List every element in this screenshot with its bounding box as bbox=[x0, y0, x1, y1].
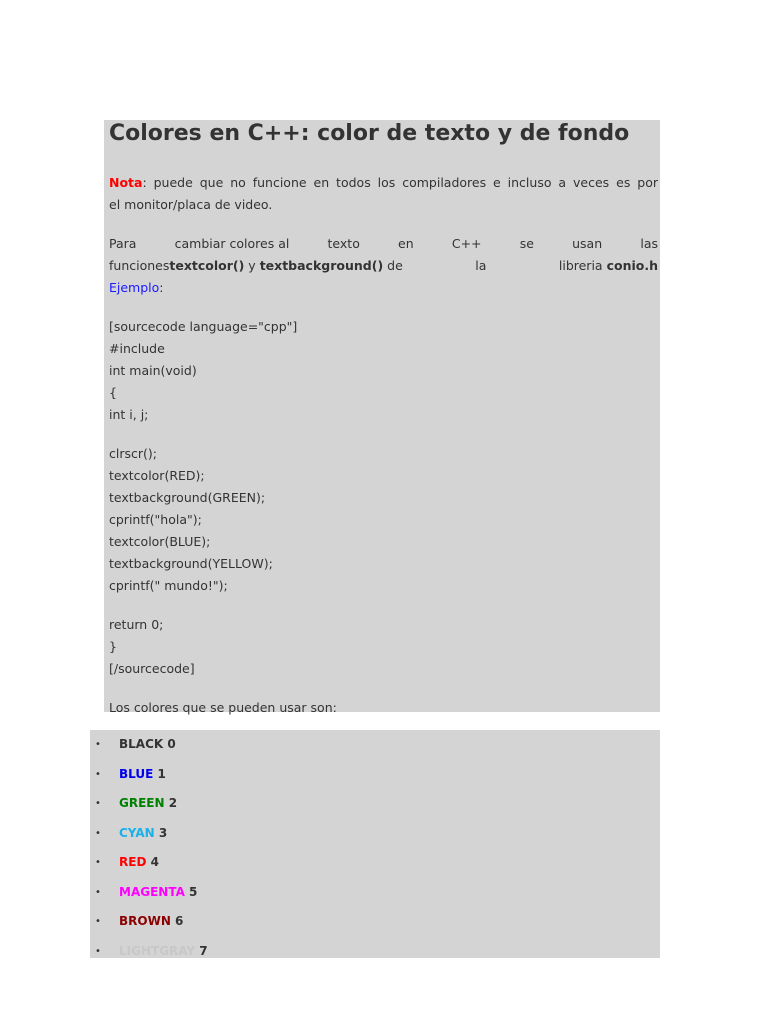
spacer bbox=[109, 680, 658, 697]
intro-join: y bbox=[244, 258, 260, 273]
bullet-icon: • bbox=[95, 886, 101, 898]
intro-word: texto bbox=[327, 236, 360, 251]
example-colon: : bbox=[159, 280, 164, 295]
intro-line-1 bbox=[109, 233, 658, 255]
code-block-3 bbox=[109, 614, 658, 680]
color-item-cyan bbox=[90, 819, 660, 849]
color-number: 7 bbox=[195, 943, 208, 958]
intro-word: cambiar colores al bbox=[174, 236, 290, 251]
color-name: BROWN bbox=[119, 914, 171, 928]
code-line: textbackground(GREEN); bbox=[109, 490, 266, 505]
intro-word: C++ bbox=[451, 236, 482, 251]
code-line: int i, j; bbox=[109, 407, 149, 422]
func-textbackground: textbackground() bbox=[259, 258, 384, 273]
intro-word: usan bbox=[572, 236, 603, 251]
colors-intro: Los colores que se pueden usar son: bbox=[109, 700, 337, 715]
intro-library bbox=[559, 255, 658, 277]
article-panel bbox=[104, 120, 660, 715]
code-line: return 0; bbox=[109, 617, 164, 632]
color-item-black bbox=[90, 730, 660, 760]
code-line: cprintf("hola"); bbox=[109, 512, 202, 527]
intro-line-2 bbox=[109, 255, 658, 277]
bullet-icon: • bbox=[95, 798, 101, 809]
color-name: BLUE bbox=[119, 766, 154, 781]
bullet-icon: • bbox=[95, 739, 101, 750]
color-item-lightgray bbox=[90, 937, 660, 959]
color-name: BLACK bbox=[119, 737, 164, 751]
bullet-icon: • bbox=[95, 827, 101, 839]
spacer bbox=[109, 299, 658, 316]
spacer bbox=[109, 426, 658, 443]
color-number: 0 bbox=[163, 737, 176, 751]
intro-word-libreria: libreria bbox=[558, 258, 603, 273]
spacer bbox=[109, 597, 658, 614]
intro-word: Para bbox=[109, 236, 137, 251]
color-name: MAGENTA bbox=[119, 884, 185, 899]
intro-word-de: de bbox=[387, 258, 403, 273]
color-item-brown bbox=[90, 907, 660, 937]
intro-prefix: funciones bbox=[109, 258, 170, 273]
color-item-red bbox=[90, 848, 660, 878]
example-link[interactable]: Ejemplo bbox=[109, 280, 160, 295]
color-item-blue bbox=[90, 760, 660, 790]
code-line: textcolor(BLUE); bbox=[109, 534, 211, 549]
intro-functions bbox=[109, 255, 403, 277]
color-item-green bbox=[90, 789, 660, 819]
bullet-icon: • bbox=[95, 768, 101, 780]
bullet-icon: • bbox=[95, 916, 101, 927]
color-number: 3 bbox=[154, 825, 168, 840]
color-name: CYAN bbox=[119, 825, 155, 840]
color-name: GREEN bbox=[119, 796, 165, 810]
code-line: } bbox=[109, 639, 117, 654]
color-number: 6 bbox=[170, 914, 184, 928]
color-number: 2 bbox=[164, 796, 178, 810]
bullet-icon: • bbox=[95, 857, 101, 868]
color-name: RED bbox=[119, 855, 147, 869]
code-line: clrscr(); bbox=[109, 446, 157, 461]
intro-word: se bbox=[519, 236, 534, 251]
color-name: LIGHTGRAY bbox=[119, 943, 196, 958]
spacer bbox=[109, 216, 658, 233]
intro-word: las bbox=[640, 236, 658, 251]
color-number: 1 bbox=[153, 766, 166, 781]
code-block-2 bbox=[109, 443, 658, 597]
color-list bbox=[90, 730, 660, 958]
intro-word: en bbox=[398, 236, 414, 251]
note-line-1 bbox=[109, 172, 658, 194]
spacer bbox=[109, 148, 658, 172]
color-number: 5 bbox=[184, 884, 198, 899]
code-line: cprintf(" mundo!"); bbox=[109, 578, 228, 593]
color-number: 4 bbox=[146, 855, 159, 869]
color-item-magenta bbox=[90, 878, 660, 908]
article-title bbox=[109, 120, 658, 148]
article-title-text: Colores en C++: color de texto y de fondo bbox=[109, 121, 630, 146]
bullet-icon: • bbox=[95, 945, 101, 957]
code-line: textbackground(YELLOW); bbox=[109, 556, 273, 571]
lib-conio: conio.h bbox=[606, 258, 658, 273]
code-line: [sourcecode language="cpp"] bbox=[109, 319, 298, 334]
code-line: int main(void) bbox=[109, 363, 197, 378]
intro-word-la: la bbox=[475, 258, 487, 273]
func-textcolor: textcolor() bbox=[169, 258, 245, 273]
note-text: : puede que no funcione en todos los compiladores e incluso a veces es por bbox=[142, 175, 658, 190]
code-block-1 bbox=[109, 316, 658, 426]
code-line: #include bbox=[109, 341, 165, 356]
code-line: { bbox=[109, 385, 117, 400]
example-line bbox=[109, 277, 658, 299]
code-line: [/sourcecode] bbox=[109, 661, 195, 676]
note-label: Nota bbox=[109, 175, 143, 190]
note-line-2: el monitor/placa de video. bbox=[109, 197, 273, 212]
code-line: textcolor(RED); bbox=[109, 468, 205, 483]
